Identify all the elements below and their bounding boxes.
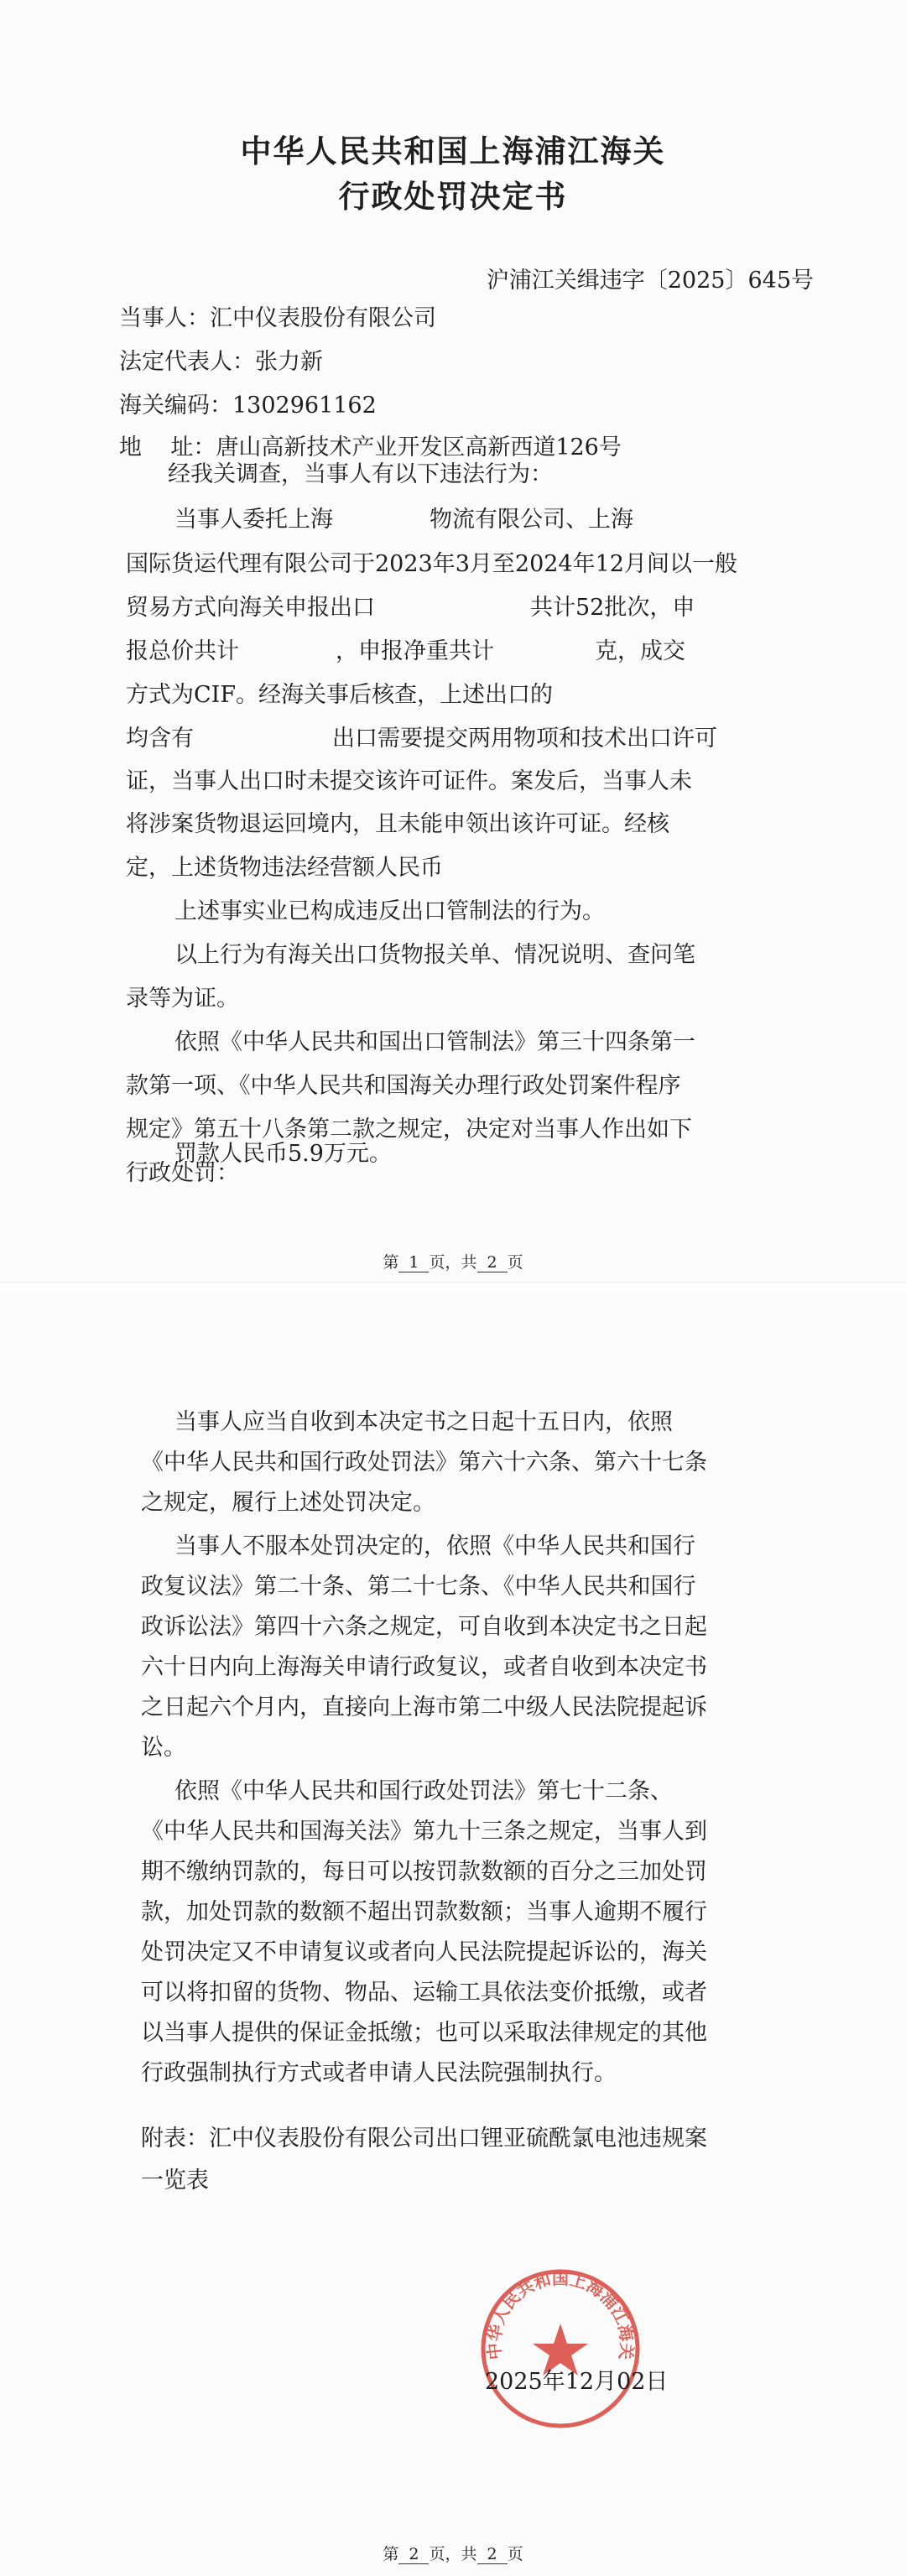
title-line-2: 行政处罚决定书 <box>338 178 568 215</box>
facts-line-8: 将涉案货物退运回境内，且未能申领出该许可证。经核 <box>126 811 669 837</box>
party-line: 当事人：汇中仪表股份有限公司 <box>119 305 436 331</box>
facts-line-4: 报总价共计 ，申报净重共计 克，成交 <box>126 638 685 664</box>
basis-line-2: 款第一项、《中华人民共和国海关办理行政处罚案件程序 <box>126 1073 681 1099</box>
enforcement-line-8: 行政强制执行方式或者申请人民法院强制执行。 <box>141 2060 617 2086</box>
investigation-intro: 经我关调查，当事人有以下违法行为： <box>168 461 553 487</box>
official-seal <box>476 2265 644 2433</box>
seal-text: 中华人民共和国上海浦江海关 <box>483 2268 638 2361</box>
facts-line-1: 当事人委托上海 物流有限公司、上海 <box>174 507 633 533</box>
annex-line-1: 附表：汇中仪表股份有限公司出口锂亚硫酰氯电池违规案 <box>141 2126 707 2152</box>
evidence-line-1: 以上行为有海关出口货物报关单、情况说明、查问笔 <box>174 942 695 968</box>
basis-line-1: 依照《中华人民共和国出口管制法》第三十四条第一 <box>174 1029 695 1055</box>
redacted-area <box>375 596 530 615</box>
document-page-1 <box>0 0 906 1282</box>
redacted-area <box>194 727 332 746</box>
facts-line-7: 证，当事人出口时未提交该许可证件。案发后，当事人未 <box>126 768 692 794</box>
enforcement-line-6: 可以将扣留的货物、物品、运输工具依法变价抵缴，或者 <box>141 1980 707 2006</box>
enforcement-line-3: 期不缴纳罚款的，每日可以按罚款数额的百分之三加处罚 <box>141 1859 707 1885</box>
page-footer-2: 第 2 页，共 2 页 <box>383 2545 523 2563</box>
violation-statement: 上述事实业已构成违反出口管制法的行为。 <box>174 898 605 924</box>
document-page-2 <box>0 1292 906 2576</box>
page-footer-1: 第 1 页，共 2 页 <box>383 1253 523 1272</box>
title-line-1: 中华人民共和国上海浦江海关 <box>240 133 666 169</box>
facts-line-3: 贸易方式向海关申报出口 共计52批次，申 <box>126 595 695 621</box>
appeal-line-3: 政诉讼法》第四十六条之规定，可自收到本决定书之日起 <box>141 1614 707 1640</box>
appeal-line-1: 当事人不服本处罚决定的，依照《中华人民共和国行 <box>174 1533 695 1559</box>
enforcement-line-7: 以当事人提供的保证金抵缴；也可以采取法律规定的其他 <box>141 2020 707 2046</box>
facts-line-2: 国际货运代理有限公司于2023年3月至2024年12月间以一般 <box>126 551 737 577</box>
payment-line-1: 当事人应当自收到本决定书之日起十五日内，依照 <box>174 1409 673 1435</box>
basis-line-3: 规定》第五十八条第二款之规定，决定对当事人作出如下 <box>126 1116 692 1142</box>
redacted-area <box>494 640 595 658</box>
appeal-line-6: 讼。 <box>141 1735 186 1761</box>
enforcement-line-2: 《中华人民共和国海关法》第九十三条之规定，当事人到 <box>141 1819 707 1845</box>
payment-line-2: 《中华人民共和国行政处罚法》第六十六条、第六十七条 <box>141 1449 707 1475</box>
payment-line-3: 之规定，履行上述处罚决定。 <box>141 1490 435 1516</box>
legal-rep-line: 法定代表人：张力新 <box>119 349 323 375</box>
enforcement-line-4: 款，加处罚款的数额不超出罚款数额；当事人逾期不履行 <box>141 1899 707 1925</box>
customs-code-line: 海关编码：1302961162 <box>119 393 377 419</box>
address-line: 地 址：唐山高新技术产业开发区高新西道126号 <box>119 435 622 461</box>
penalty-line: 罚款人民币5.9万元。 <box>174 1141 392 1167</box>
appeal-line-5: 之日起六个月内，直接向上海市第二中级人民法院提起诉 <box>141 1694 707 1720</box>
enforcement-line-5: 处罚决定又不申请复议或者向人民法院提起诉讼的，海关 <box>141 1939 707 1965</box>
appeal-line-4: 六十日内向上海海关申请行政复议，或者自收到本决定书 <box>141 1654 707 1680</box>
redacted-area <box>333 508 430 527</box>
annex-line-2: 一览表 <box>141 2167 209 2194</box>
basis-line-4: 行政处罚： <box>126 1160 239 1186</box>
evidence-line-2: 录等为证。 <box>126 986 239 1012</box>
redacted-area <box>239 640 336 658</box>
enforcement-line-1: 依照《中华人民共和国行政处罚法》第七十二条、 <box>174 1778 673 1804</box>
facts-line-9: 定，上述货物违法经营额人民币 <box>126 855 443 881</box>
facts-line-6: 均含有 出口需要提交两用物项和技术出口许可 <box>126 726 717 752</box>
facts-line-5: 方式为CIF。经海关事后核查，上述出口的 <box>126 682 554 708</box>
document-number: 沪浦江关缉违字〔2025〕645号 <box>486 268 814 294</box>
signature-date: 2025年12月02日 <box>485 2369 669 2395</box>
appeal-line-2: 政复议法》第二十条、第二十七条、《中华人民共和国行 <box>141 1574 696 1600</box>
